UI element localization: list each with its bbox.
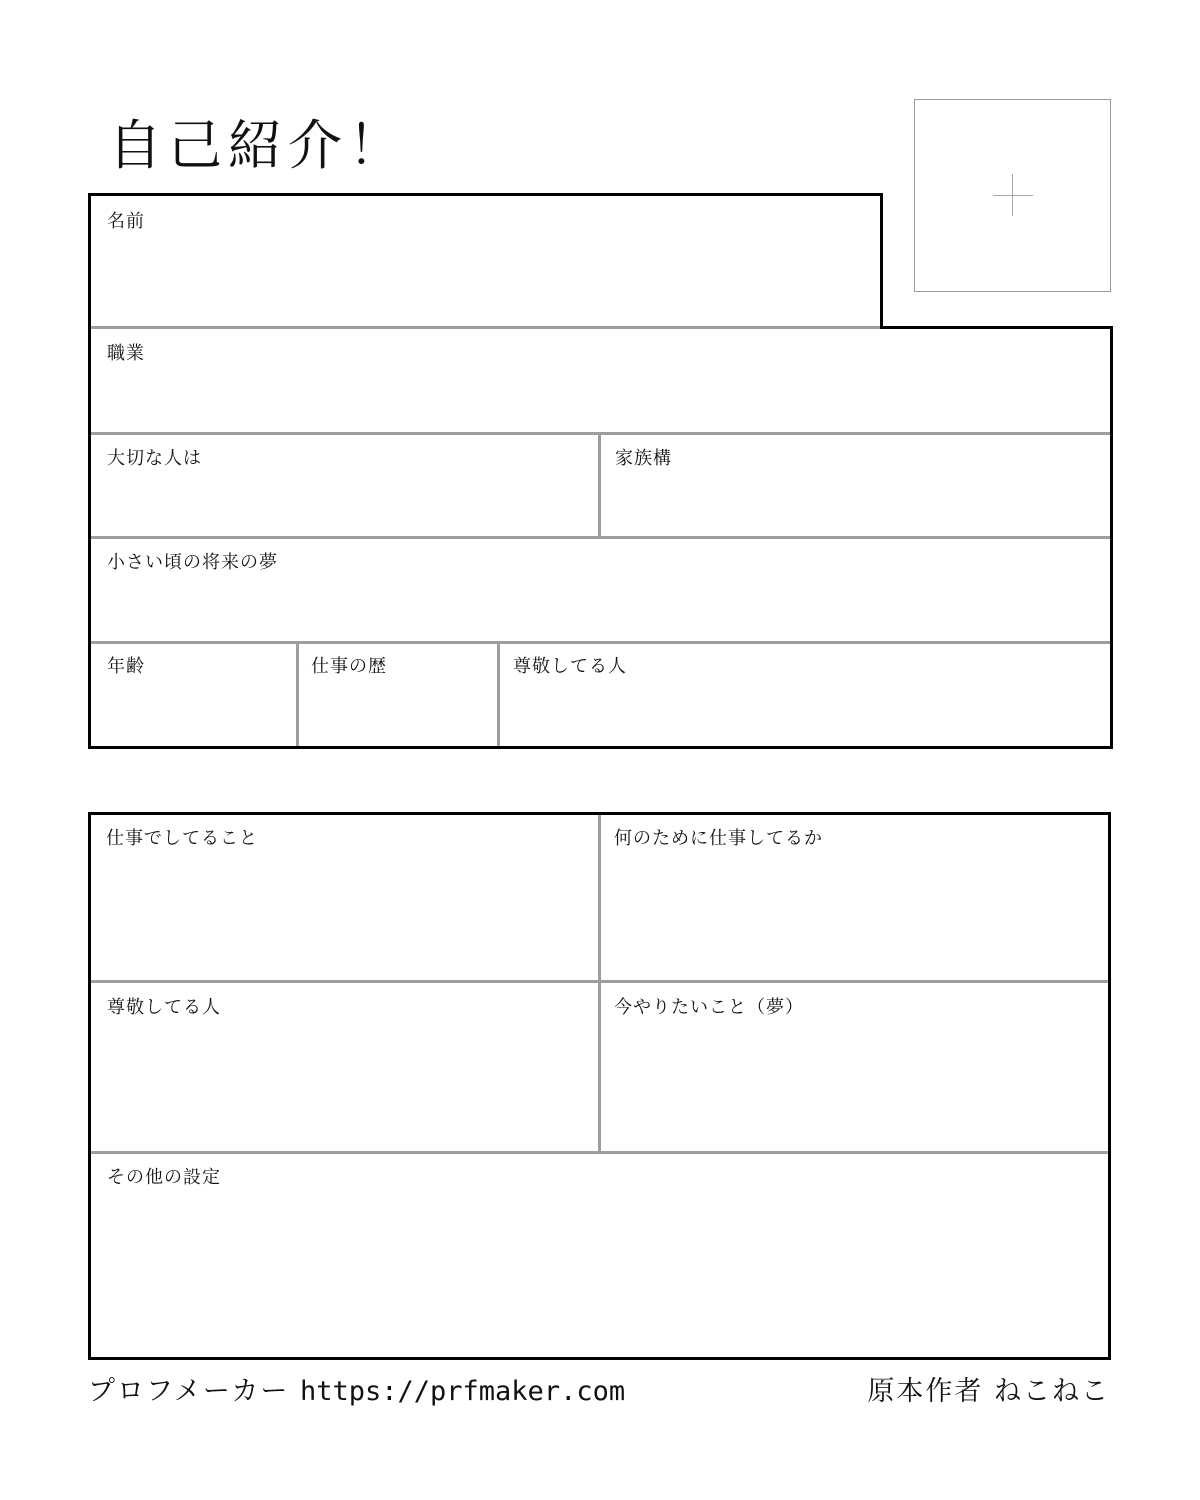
- divider-line: [91, 326, 880, 329]
- field-label-age: 年齢: [107, 656, 145, 677]
- frame-line: [880, 193, 883, 329]
- divider-line: [296, 644, 299, 746]
- field-label-important-person: 大切な人は: [107, 448, 202, 469]
- field-label-name: 名前: [107, 211, 145, 232]
- plus-icon-vertical: [1012, 174, 1013, 216]
- divider-line: [598, 435, 601, 536]
- frame-line: [88, 746, 1113, 749]
- page-title: 自己紹介！: [108, 114, 408, 177]
- footer-author: 原本作者 ねこねこ: [867, 1376, 1110, 1407]
- frame-line: [88, 812, 91, 1360]
- field-label-work-purpose: 何のために仕事してるか: [614, 828, 823, 849]
- frame-line: [88, 1357, 1111, 1360]
- field-label-job-history: 仕事の歴: [311, 656, 387, 677]
- divider-line: [497, 644, 500, 746]
- frame-line: [880, 326, 1113, 329]
- divider-line: [598, 815, 601, 1151]
- field-label-other-settings: その他の設定: [107, 1167, 221, 1188]
- frame-line: [88, 193, 91, 749]
- divider-line: [91, 1151, 1108, 1154]
- maker-name: プロフメーカー: [88, 1376, 290, 1407]
- frame-line: [1110, 326, 1113, 749]
- maker-url-link[interactable]: https://prfmaker.com: [299, 1376, 626, 1407]
- field-label-childhood-dream: 小さい頃の将来の夢: [107, 552, 278, 573]
- field-label-work-doing: 仕事でしてること: [106, 828, 258, 849]
- field-label-current-dream: 今やりたいこと（夢）: [614, 997, 804, 1018]
- field-label-respected-person-2: 尊敬してる人: [107, 997, 221, 1018]
- plus-icon: [993, 195, 1033, 196]
- footer-maker: [88, 1372, 625, 1412]
- field-label-occupation: 職業: [107, 343, 145, 364]
- field-label-family: 家族構: [615, 448, 672, 469]
- divider-line: [91, 536, 1110, 539]
- frame-line: [88, 193, 883, 196]
- frame-line: [1108, 812, 1111, 1360]
- divider-line: [91, 641, 1110, 644]
- field-label-respected-person: 尊敬してる人: [513, 656, 627, 677]
